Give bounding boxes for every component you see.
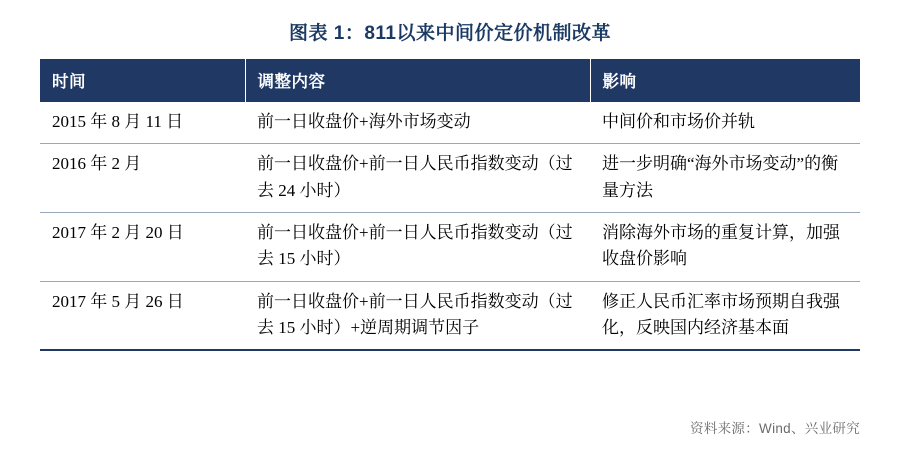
cell-time: 2015 年 8 月 11 日: [40, 102, 245, 144]
table-row: [40, 102, 860, 144]
table-container: [40, 59, 860, 351]
column-header-impact: 影响: [590, 59, 860, 102]
cell-impact: 修正人民币汇率市场预期自我强化，反映国内经济基本面: [590, 281, 860, 350]
cell-content: 前一日收盘价+前一日人民币指数变动（过去 15 小时）+逆周期调节因子: [245, 281, 590, 350]
cell-impact: 消除海外市场的重复计算，加强收盘价影响: [590, 213, 860, 282]
column-header-time: 时间: [40, 59, 245, 102]
table-header: [40, 59, 860, 102]
cell-time: 2016 年 2 月: [40, 144, 245, 213]
cell-content: 前一日收盘价+海外市场变动: [245, 102, 590, 144]
column-header-content: 调整内容: [245, 59, 590, 102]
cell-time: 2017 年 2 月 20 日: [40, 213, 245, 282]
table-row: [40, 281, 860, 350]
cell-content: 前一日收盘价+前一日人民币指数变动（过去 15 小时）: [245, 213, 590, 282]
figure-title: 图表 1：811以来中间价定价机制改革: [289, 23, 611, 44]
source-note: 资料来源：Wind、兴业研究: [690, 421, 860, 436]
table-row: [40, 144, 860, 213]
cell-impact: 中间价和市场价并轨: [590, 102, 860, 144]
reform-table: [40, 59, 860, 351]
cell-content: 前一日收盘价+前一日人民币指数变动（过去 24 小时）: [245, 144, 590, 213]
table-body: [40, 102, 860, 350]
cell-time: 2017 年 5 月 26 日: [40, 281, 245, 350]
cell-impact: 进一步明确“海外市场变动”的衡量方法: [590, 144, 860, 213]
table-header-row: [40, 59, 860, 102]
table-row: [40, 213, 860, 282]
